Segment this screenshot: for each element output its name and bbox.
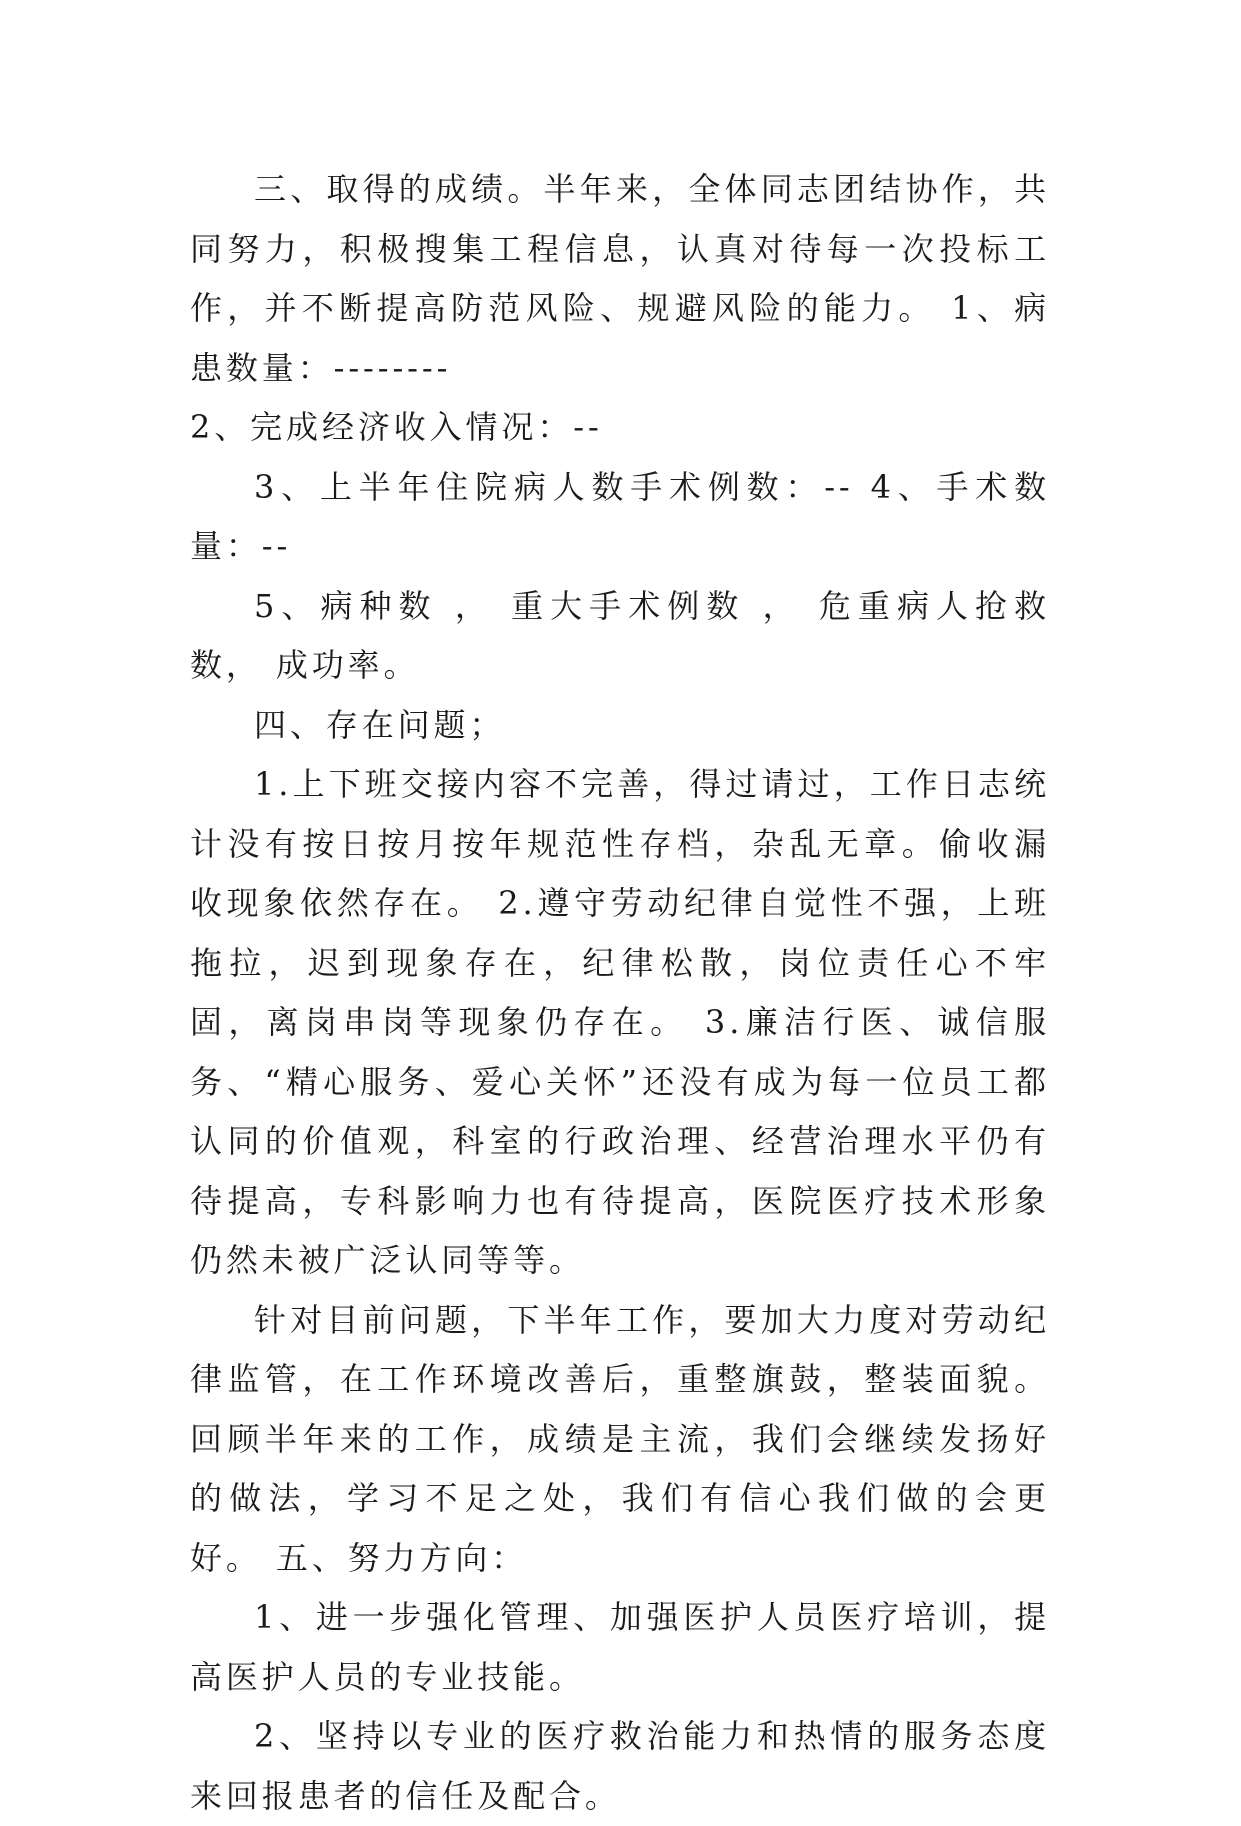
paragraph-direction-2: 2、坚持以专业的医疗救治能力和热情的服务态度来回报患者的信任及配合。	[190, 1717, 1050, 1815]
paragraph-next-half-plan: 针对目前问题，下半年工作，要加大力度对劳动纪律监管，在工作环境改善后，重整旗鼓，整装面貌。回顾半年来的工作，成绩是主流，我们会继续发扬好的做法，学习不足之处，我们有信心我们做的会更好。 五、努力方向：	[190, 1300, 1050, 1577]
paragraph-achievements: 三、取得的成绩。半年来，全体同志团结协作，共同努力，积极搜集工程信息，认真对待每一次投标工作，并不断提高防范风险、规避风险的能力。 1、病患数量：--------	[190, 170, 1050, 387]
document-body	[190, 160, 1050, 1826]
paragraph-problems-heading: 四、存在问题；	[254, 705, 506, 744]
paragraph-direction-1: 1、进一步强化管理、加强医护人员医疗培训，提高医护人员的专业技能。	[190, 1598, 1050, 1696]
paragraph-inpatients-surgeries: 3、上半年住院病人数手术例数：-- 4、手术数量：--	[190, 467, 1050, 565]
paragraph-disease-types: 5、病种数 ， 重大手术例数 ， 危重病人抢救数， 成功率。	[190, 586, 1050, 684]
paragraph-problems-list: 1.上下班交接内容不完善，得过请过，工作日志统计没有按日按月按年规范性存档，杂乱无章。偷收漏收现象依然存在。 2.遵守劳动纪律自觉性不强，上班拖拉，迟到现象存在，纪律松散，岗位责任心不牢固，离岗串岗等现象仍存在。 3.廉洁行医、诚信服务、“精心服务、爱心关怀”还没有成为每一位员工都认同的价值观，科室的行政治理、经营治理水平仍有待提高，专科影响力也有待提高，医院医疗技术形象仍然未被广泛认同等等。	[190, 765, 1050, 1279]
paragraph-economic-income: 2、完成经济收入情况：--	[190, 408, 603, 446]
